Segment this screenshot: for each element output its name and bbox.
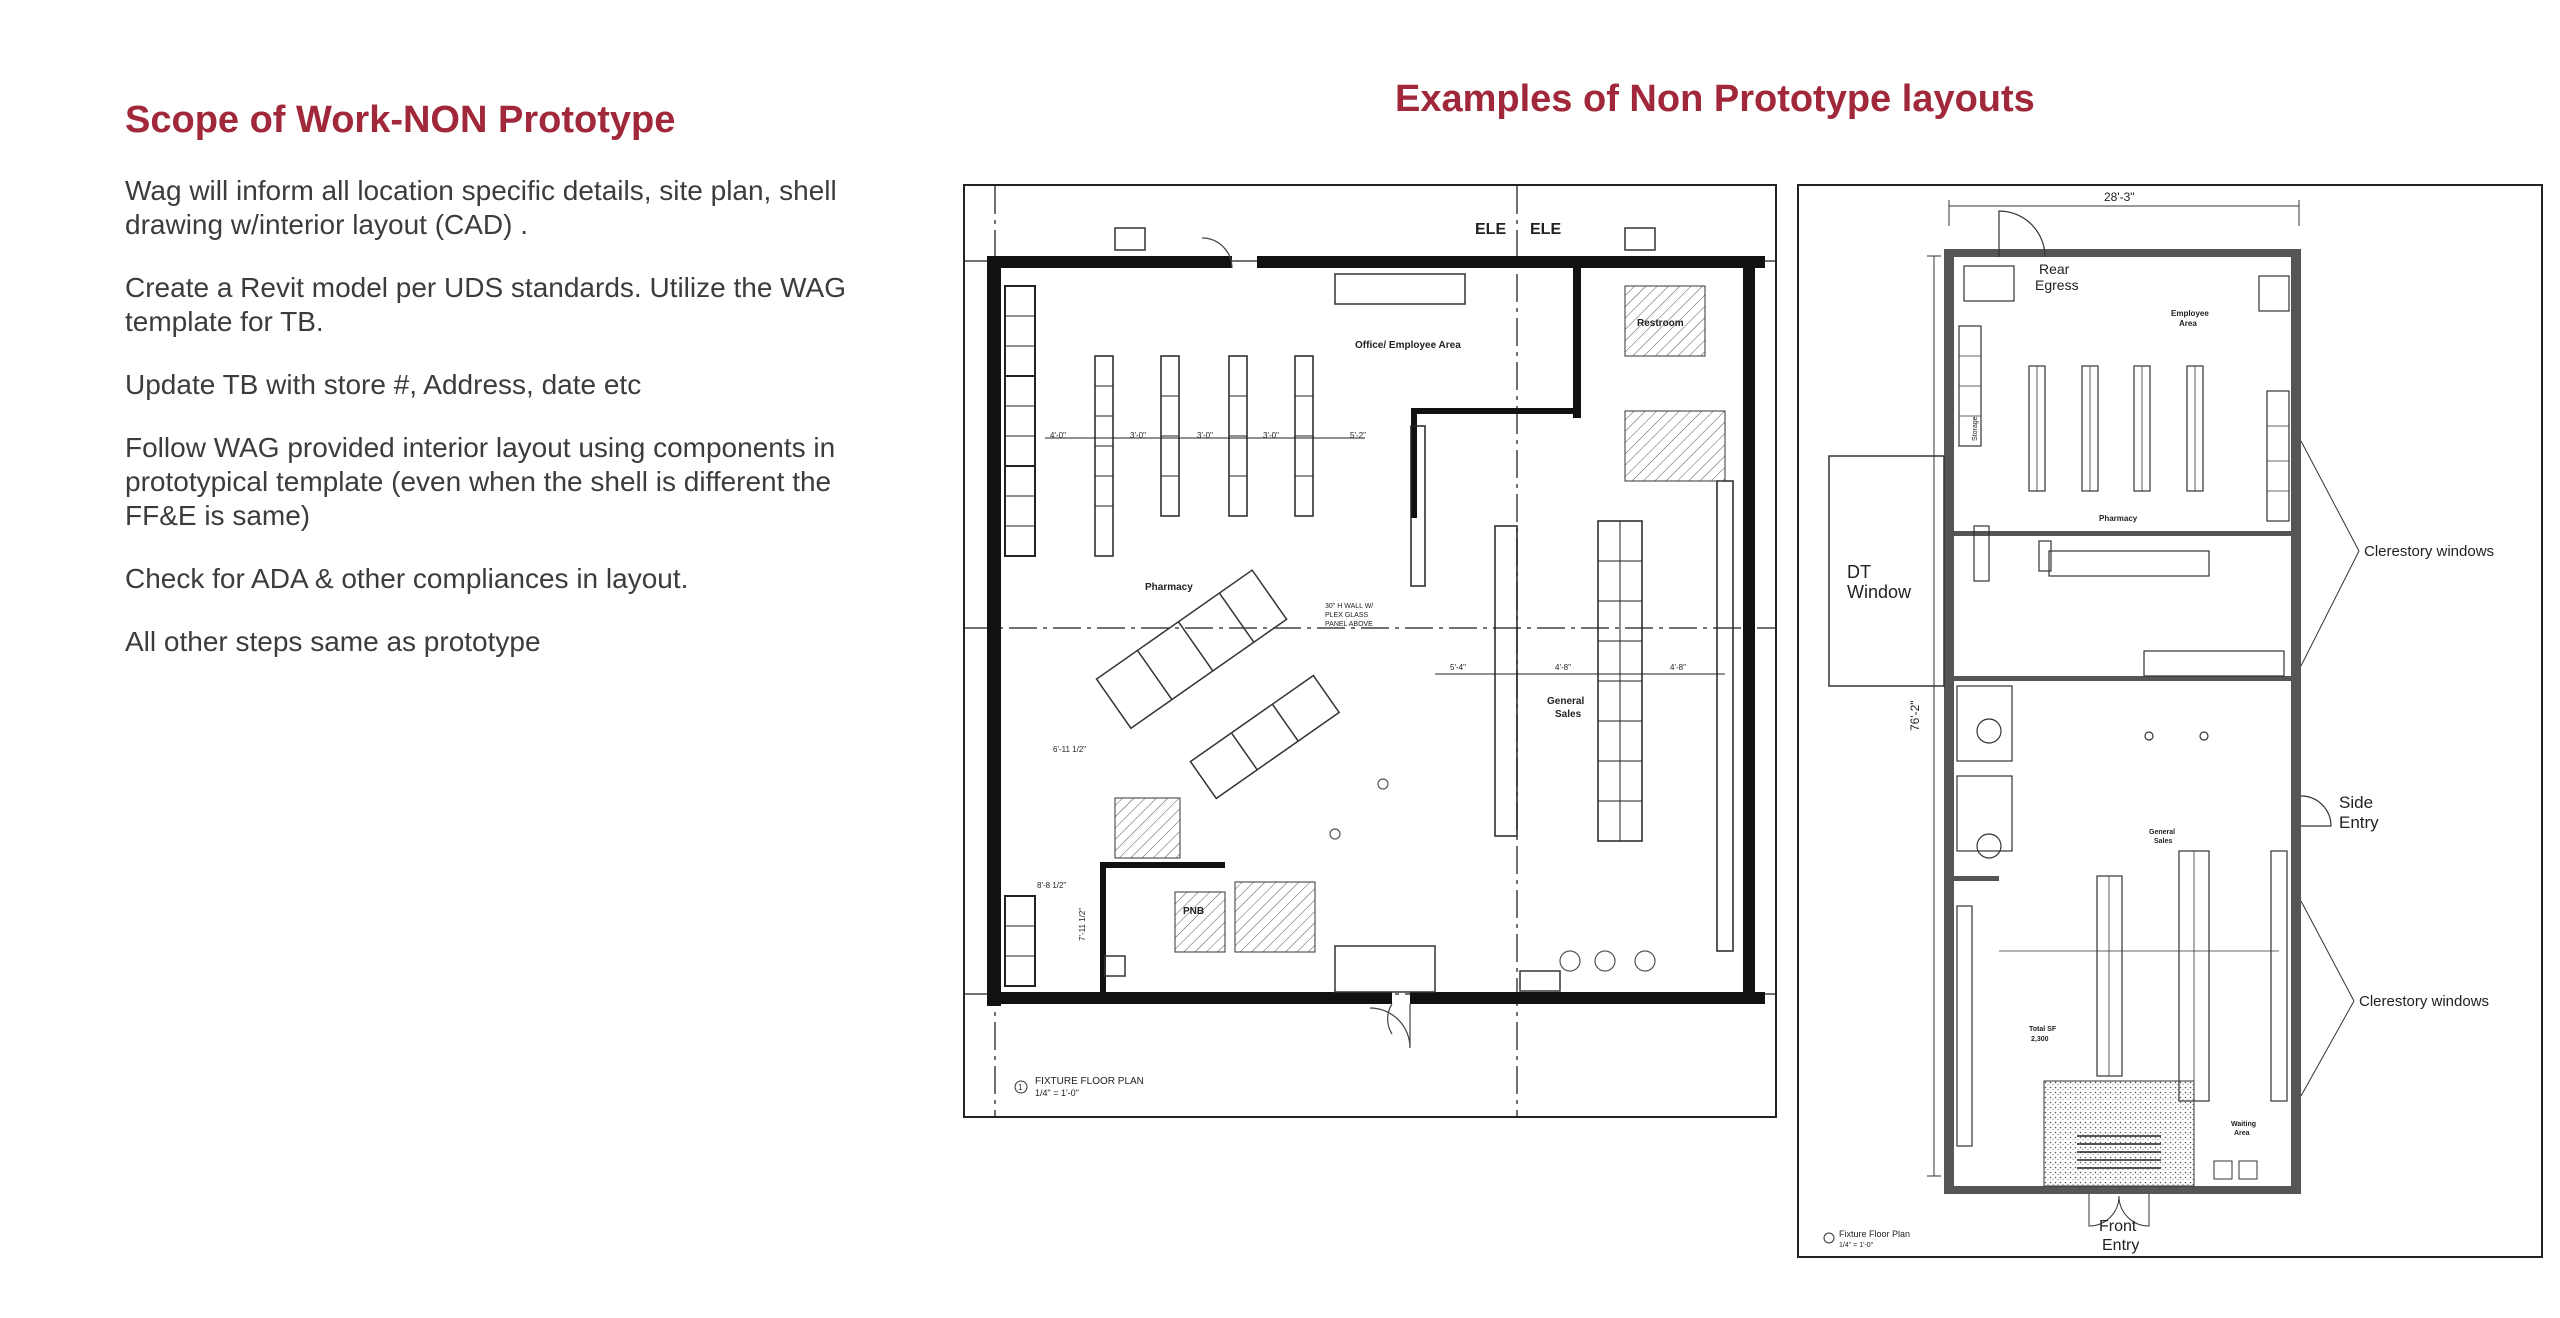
floor-plan-example-1	[963, 184, 1777, 1118]
plan1-office-label: Office/ Employee Area	[1355, 340, 1461, 351]
plan1-dim-1: 4'-0"	[1050, 431, 1066, 440]
plan2-floor-plan-label: Fixture Floor Plan	[1839, 1229, 1911, 1239]
plan1-scale-label: 1/4" = 1'-0"	[1035, 1088, 1079, 1098]
plan1-dim-4: 3'-0"	[1263, 431, 1279, 440]
plan1-wall-note: 30" H WALL W/	[1325, 603, 1374, 610]
plan1-ele-label-1: ELE	[1475, 221, 1507, 238]
plan2-area-label: Area	[2179, 319, 2197, 328]
scope-paragraph-2: Create a Revit model per UDS standards. Utilize the WAG template for TB.	[125, 271, 847, 337]
plan1-dim-3: 3'-0"	[1197, 431, 1213, 440]
plan2-front-label: Front	[2099, 1218, 2137, 1235]
scope-title: Scope of Work-NON Prototype	[125, 99, 676, 141]
plan2-sales-label: Sales	[2154, 838, 2173, 845]
plan2-side-label: Side	[2339, 793, 2374, 812]
scope-paragraph-6: All other steps same as prototype	[125, 625, 541, 657]
plan2-total-sf-value: 2,300	[2031, 1036, 2049, 1043]
plan1-restroom-label: Restroom	[1637, 318, 1684, 329]
scope-paragraph-1: Wag will inform all location specific details, site plan, shell drawing w/interior layout (CAD) .	[125, 174, 837, 240]
floor-plan-1-drawing	[965, 186, 1775, 1116]
floor-plan-2-drawing	[1799, 186, 2541, 1256]
plan2-waiting-area-label: Area	[2234, 1130, 2250, 1137]
plan1-sales-label: Sales	[1555, 709, 1582, 720]
plan2-general-label: General	[2149, 829, 2176, 836]
plan2-scale-label: 1/4" = 1'-0"	[1839, 1242, 1874, 1249]
plan1-wall-note-2: PLEX GLASS	[1325, 612, 1369, 619]
scope-panel	[125, 98, 905, 688]
plan2-entry-label: Entry	[2339, 813, 2379, 832]
plan2-width-dim: 28'-3"	[2104, 190, 2135, 204]
plan1-general-label: General	[1547, 696, 1585, 707]
plan1-dim-7: 4'-8"	[1555, 663, 1571, 672]
plan2-waiting-label: Waiting	[2231, 1121, 2257, 1128]
plan2-employee-label: Employee	[2171, 309, 2209, 318]
scope-paragraph-3: Update TB with store #, Address, date etc	[125, 368, 642, 400]
plan1-pharmacy-label: Pharmacy	[1145, 582, 1193, 593]
plan2-dt-label: DT	[1847, 562, 1871, 582]
scope-paragraph-5: Check for ADA & other compliances in layout.	[125, 562, 689, 594]
plan1-ele-label-2: ELE	[1530, 221, 1562, 238]
plan1-pnb-label: PNB	[1183, 906, 1205, 917]
plan1-dim-5: 5'-2"	[1350, 431, 1366, 440]
plan1-dim-11: 7'-11 1/2"	[1078, 907, 1087, 941]
plan1-floor-plan-label: FIXTURE FLOOR PLAN	[1035, 1076, 1144, 1087]
plan2-rear-label: Rear	[2039, 261, 2070, 277]
plan1-dim-9: 6'-11 1/2"	[1053, 745, 1087, 754]
plan1-dim-8: 4'-8"	[1670, 663, 1686, 672]
plan1-wall-note-3: PANEL ABOVE	[1325, 621, 1373, 628]
plan2-clerestory-top: Clerestory windows	[2364, 543, 2495, 560]
plan1-drawing-number: 1	[1018, 1083, 1023, 1092]
plan1-dim-2: 3'-0"	[1130, 431, 1146, 440]
examples-title: Examples of Non Prototype layouts	[1395, 78, 2035, 120]
plan1-dim-6: 5'-4"	[1450, 663, 1466, 672]
scope-paragraph-4: Follow WAG provided interior layout using components in prototypical template (even when the shell is different the FF&E is same)	[125, 431, 836, 531]
plan1-dim-10: 8'-8 1/2"	[1037, 881, 1067, 890]
plan2-egress-label: Egress	[2035, 277, 2079, 293]
floor-plan-example-2	[1797, 184, 2543, 1258]
plan2-clerestory-bottom: Clerestory windows	[2359, 993, 2490, 1010]
plan2-total-sf-label: Total SF	[2029, 1026, 2057, 1033]
plan2-window-label: Window	[1847, 582, 1912, 602]
plan2-pharmacy-label: Pharmacy	[2099, 514, 2138, 523]
plan2-front-entry-label: Entry	[2102, 1237, 2140, 1254]
plan2-height-dim: 76'-2"	[1908, 700, 1922, 731]
plan2-storage-label: Storage	[1972, 416, 1979, 441]
